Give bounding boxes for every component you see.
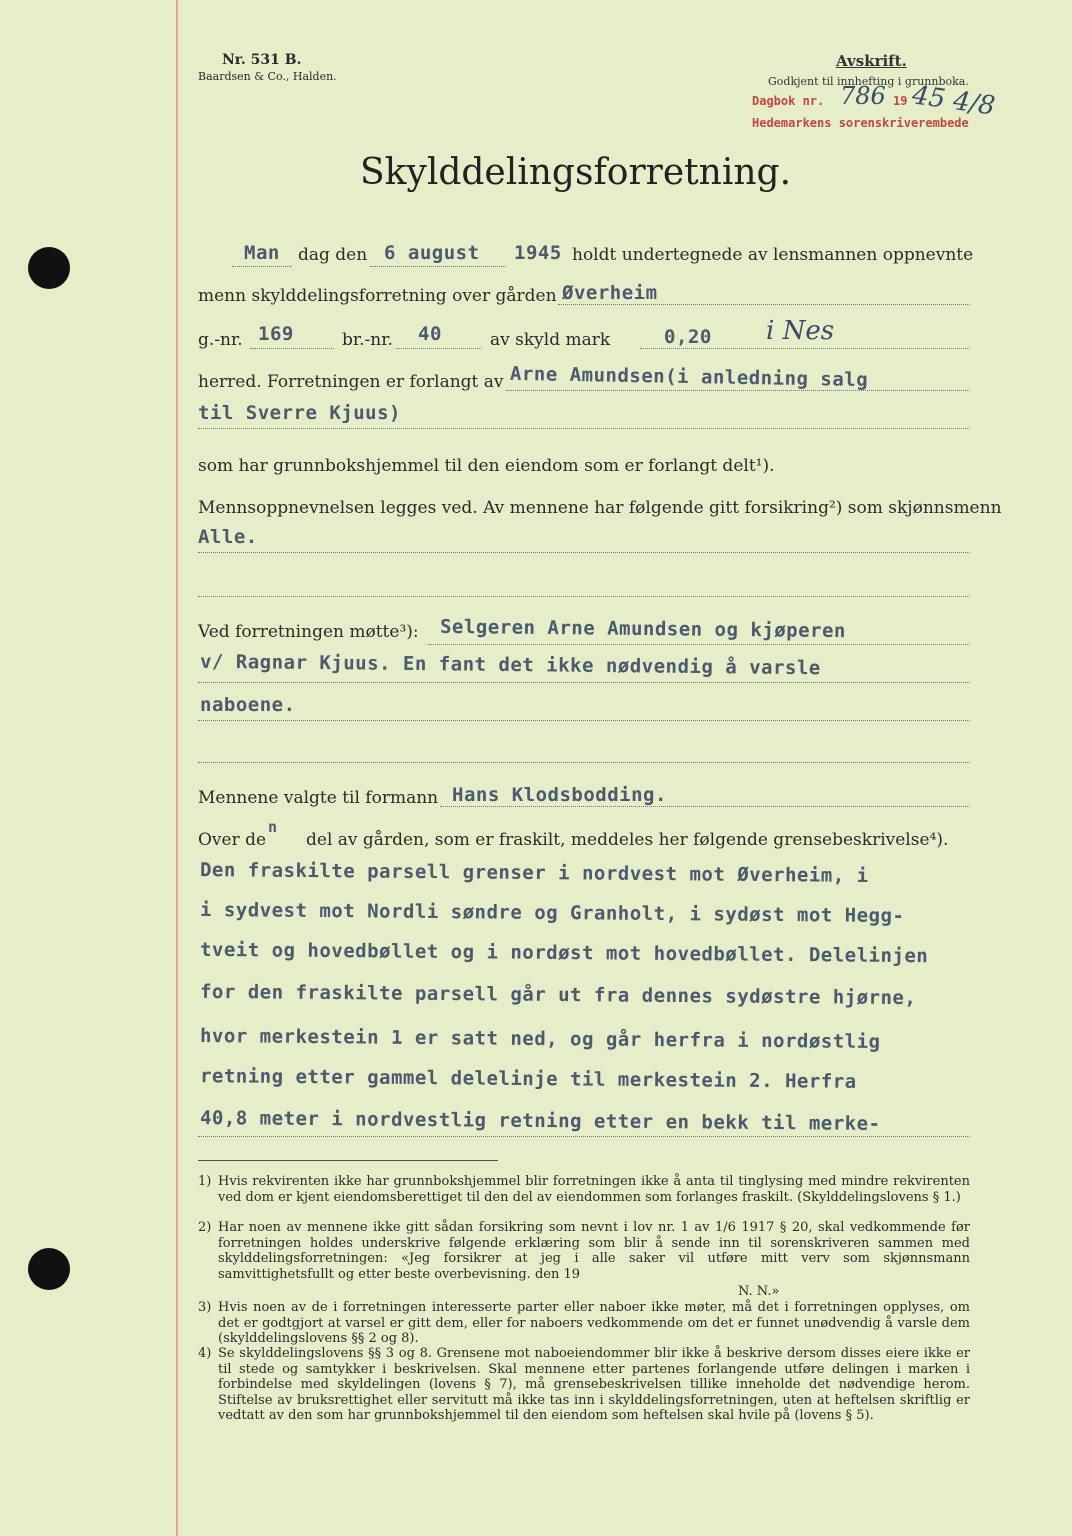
typed-chairman: Hans Klodsbodding.	[452, 784, 667, 806]
printed-line2: menn skylddelingsforretning over gården	[198, 286, 557, 306]
printed-dag-den: dag den	[298, 245, 368, 265]
dotted-rule	[198, 1136, 970, 1137]
typed-skyld: 0,20	[664, 326, 712, 348]
dotted-rule	[558, 304, 970, 305]
dotted-rule	[250, 348, 334, 349]
printed-line12: Mennene valgte til formann	[198, 788, 439, 808]
copy-label: Avskrift.	[836, 52, 907, 70]
dotted-rule	[198, 552, 970, 553]
stamp-handwritten-date: 45 4/8	[910, 80, 997, 122]
typed-year: 1945	[514, 242, 562, 264]
footnote-4	[198, 1346, 970, 1426]
punch-hole-bottom	[28, 1248, 70, 1290]
margin-line	[176, 0, 178, 1536]
printed-line4: herred. Forretningen er forlangt av	[198, 372, 504, 392]
dotted-rule	[232, 266, 292, 267]
description-line: retning etter gammel delelinje til merkestein 2. Herfra	[199, 1065, 857, 1093]
footnote-2	[198, 1220, 970, 1284]
footnote-separator	[198, 1160, 498, 1161]
typed-line5: til Sverre Kjuus)	[198, 402, 401, 424]
stamp-court-name: Hedemarkens sorenskriverembede	[752, 116, 969, 130]
dotted-rule	[396, 348, 482, 349]
typed-line10: v/ Ragnar Kjuus. En fant det ikke nødvendig å varsle	[199, 650, 821, 680]
footnote-signature-text: N. N.»	[738, 1284, 780, 1299]
dotted-rule	[198, 762, 970, 763]
footnote-text: Hvis rekvirenten ikke har grunnbokshjemmel blir forretningen ikke å anta til tinglysing med mindre rekvirenten ved dom er kjent eiendomsberettiget til den del av eiendommen som forlanges fraskilt. (Skylddelingslovens § 1.)	[218, 1174, 970, 1205]
typed-line9: Selgeren Arne Amundsen og kjøperen	[439, 615, 847, 643]
typed-date: 6 august	[384, 242, 480, 264]
document-title: Skylddelingsforretning.	[360, 152, 792, 193]
description-line: tveit og hovedbøllet og i nordøst mot hovedbøllet. Delelinjen	[199, 938, 929, 968]
form-number: Nr. 531 B.	[222, 52, 302, 68]
printed-line7: Mennsoppnevnelsen legges ved. Av mennene har følgende gitt forsikring²) som skjønnsmenn	[198, 498, 1002, 518]
dotted-rule	[198, 720, 970, 721]
printed-line1-rest: holdt undertegnede av lensmannen oppnevnte	[572, 245, 974, 265]
publisher: Baardsen & Co., Halden.	[198, 70, 337, 83]
footnote-number: 2)	[198, 1220, 212, 1235]
stamp-year-label: 19	[893, 94, 908, 108]
footnote-number: 4)	[198, 1346, 212, 1361]
footnote-text: Hvis noen av de i forretningen interesserte parter eller naboer ikke møter, må det i forretningen opplyses, om det er godtgjort at varsel er gitt dem, eller for naboers vedkommende om det er funnet unødvendig å varsle dem (skylddelingslovens §§ 2 og 8).	[218, 1300, 970, 1346]
printed-line9: Ved forretningen møtte³):	[198, 622, 419, 642]
printed-bnr: br.-nr.	[342, 330, 393, 350]
footnote-signature	[198, 1284, 970, 1300]
dotted-rule	[428, 644, 970, 645]
typed-suffix: n	[268, 818, 278, 836]
description-line: for den fraskilte parsell går ut fra dennes sydøstre hjørne,	[199, 980, 917, 1010]
footnote-text: Se skylddelingslovens §§ 3 og 8. Grensene mot naboeiendommer blir ikke å beskrive dersom disses eiere ikke er til stede og samtykker i beskrivelsen. Skal mennene etter partenes forlangende utføre delingen i marken i forbindelse med skyldelingen (lovens § 7), må grensebeskrivelsen tillike inneholde det nødvendige herom. Stiftelse av bruksrettighet eller servitutt må ikke tas inn i skylddelingsforretningen, uten at heftelsen skriftlig er vedtatt av den som har grunnbokshjemmel til den eiendom som heftelsen skal hvile på (lovens § 5).	[218, 1346, 970, 1423]
printed-skyld: av skyld mark	[490, 330, 611, 350]
description-line: hvor merkestein 1 er satt ned, og går herfra i nordøstlig	[199, 1025, 881, 1053]
footnote-3	[198, 1300, 970, 1348]
typed-requester: Arne Amundsen(i anledning salg	[509, 362, 869, 392]
dotted-rule	[440, 806, 970, 807]
description-line: i sydvest mot Nordli søndre og Granholt, i sydøst mot Hegg-	[199, 898, 905, 928]
dotted-rule	[506, 390, 970, 391]
footnote-number: 3)	[198, 1300, 212, 1315]
dotted-rule	[198, 682, 970, 683]
dotted-rule	[370, 266, 506, 267]
handwritten-place: i Nes	[766, 316, 835, 346]
stamp-number: 786	[840, 82, 886, 110]
printed-line13-rest: del av gården, som er fraskilt, meddeles her følgende grensebeskrivelse⁴).	[306, 830, 949, 850]
footnote-number: 1)	[198, 1174, 212, 1189]
description-line: 40,8 meter i nordvestlig retning etter en bekk til merke-	[199, 1107, 881, 1135]
typed-line8: Alle.	[198, 526, 258, 548]
typed-gnr: 169	[258, 323, 294, 345]
dotted-rule	[198, 596, 970, 597]
printed-line6: som har grunnbokshjemmel til den eiendom som er forlangt delt¹).	[198, 456, 775, 476]
stamp-diary-label: Dagbok nr.	[752, 94, 825, 108]
punch-hole-top	[28, 247, 70, 289]
typed-farm-name: Øverheim	[562, 282, 658, 304]
printed-gnr: g.-nr.	[198, 330, 243, 350]
footnote-text: Har noen av mennene ikke gitt sådan forsikring som nevnt i lov nr. 1 av 1/6 1917 § 20, skal vedkommende før forretningen holdes underskrive følgende erklæring som blir å sende inn til sorenskriveren sammen med skylddelingsforretningen: «Jeg forsikrer at jeg i alle saker vil utføre mitt verv som skjønnsmann samvittighetsfullt og etter beste overbevisning. den 19	[218, 1220, 970, 1282]
typed-line11: naboene.	[200, 694, 296, 716]
dotted-rule	[198, 428, 970, 429]
approved-text: Godkjent til innhefting i grunnboka.	[768, 75, 969, 88]
printed-over-de: Over de	[198, 830, 267, 850]
footnote-1	[198, 1174, 970, 1222]
typed-weekday: Man	[244, 242, 280, 264]
description-line: Den fraskilte parsell grenser i nordvest mot Øverheim, i	[199, 859, 869, 887]
dotted-rule	[640, 348, 970, 349]
typed-bnr: 40	[418, 323, 442, 345]
